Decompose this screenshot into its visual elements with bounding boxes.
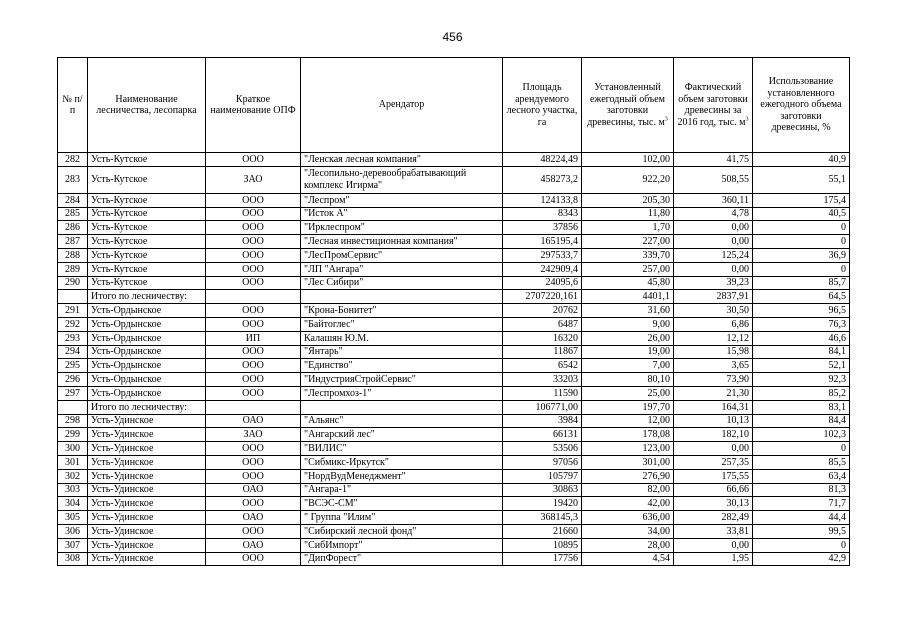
cell-num: 290 — [58, 276, 88, 290]
cell-actual: 0,00 — [674, 262, 753, 276]
cell-num: 308 — [58, 552, 88, 566]
cell-area: 20762 — [503, 304, 582, 318]
cell-actual: 2837,91 — [674, 290, 753, 304]
cell-tenant: "Ангара-1" — [301, 483, 503, 497]
cell-tenant: "ВСЭС-СМ" — [301, 497, 503, 511]
cell-tenant: "ИндустрияСтройСервис" — [301, 373, 503, 387]
cell-actual: 3,65 — [674, 359, 753, 373]
cell-opf: ООО — [206, 193, 301, 207]
cell-actual: 0,00 — [674, 538, 753, 552]
cell-established: 1,70 — [582, 221, 674, 235]
cell-opf: ООО — [206, 276, 301, 290]
table-row — [58, 317, 850, 331]
cell-opf: ООО — [206, 317, 301, 331]
cell-tenant: "Ангарский лес" — [301, 428, 503, 442]
unit-power: 3 — [664, 116, 668, 123]
cell-forestry: Усть-Ордынское — [88, 373, 206, 387]
table-header-row — [58, 58, 850, 153]
cell-forestry: Усть-Ордынское — [88, 345, 206, 359]
cell-tenant: "Леспромхоз-1" — [301, 386, 503, 400]
cell-opf — [206, 400, 301, 414]
cell-usage: 99,5 — [753, 524, 850, 538]
cell-num: 298 — [58, 414, 88, 428]
cell-opf: ООО — [206, 359, 301, 373]
cell-num: 291 — [58, 304, 88, 318]
cell-num: 283 — [58, 166, 88, 193]
cell-established: 102,00 — [582, 153, 674, 167]
cell-tenant — [301, 400, 503, 414]
cell-usage: 84,4 — [753, 414, 850, 428]
table-row — [58, 235, 850, 249]
cell-opf: ООО — [206, 455, 301, 469]
cell-actual: 30,13 — [674, 497, 753, 511]
cell-opf: ООО — [206, 524, 301, 538]
cell-num: 286 — [58, 221, 88, 235]
cell-tenant: "Альянс" — [301, 414, 503, 428]
cell-opf: ООО — [206, 442, 301, 456]
cell-num: 307 — [58, 538, 88, 552]
cell-tenant: "ВИЛИС" — [301, 442, 503, 456]
table-row — [58, 331, 850, 345]
cell-actual: 41,75 — [674, 153, 753, 167]
cell-established: 12,00 — [582, 414, 674, 428]
table-row — [58, 262, 850, 276]
header-tenant: Арендатор — [301, 58, 503, 153]
cell-established: 19,00 — [582, 345, 674, 359]
cell-tenant: " Группа "Илим" — [301, 511, 503, 525]
cell-usage: 0 — [753, 262, 850, 276]
header-actual-text: Фактический объем заготовки древесины за 2016 год, тыс. м — [677, 82, 748, 128]
table-row — [58, 497, 850, 511]
cell-num: 301 — [58, 455, 88, 469]
header-opf: Краткое наименование ОПФ — [206, 58, 301, 153]
cell-established: 636,00 — [582, 511, 674, 525]
cell-actual: 360,11 — [674, 193, 753, 207]
cell-established: 26,00 — [582, 331, 674, 345]
cell-tenant: "Лесопильно-деревообрабатывающий комплекс Игирма" — [301, 166, 503, 193]
cell-usage: 71,7 — [753, 497, 850, 511]
cell-actual: 1,95 — [674, 552, 753, 566]
subtotal-row — [58, 400, 850, 414]
cell-established: 205,30 — [582, 193, 674, 207]
header-usage: Использование установленного ежегодного объема заготовки древесины, % — [753, 58, 850, 153]
table-body — [58, 153, 850, 566]
cell-forestry: Итого по лесничеству: — [88, 400, 206, 414]
cell-num: 303 — [58, 483, 88, 497]
cell-usage: 40,5 — [753, 207, 850, 221]
cell-established: 42,00 — [582, 497, 674, 511]
cell-usage: 81,3 — [753, 483, 850, 497]
cell-area: 21660 — [503, 524, 582, 538]
cell-actual: 6,86 — [674, 317, 753, 331]
cell-num: 284 — [58, 193, 88, 207]
cell-area: 16320 — [503, 331, 582, 345]
cell-forestry: Усть-Удинское — [88, 524, 206, 538]
cell-actual: 10,13 — [674, 414, 753, 428]
cell-actual: 73,90 — [674, 373, 753, 387]
cell-forestry: Усть-Кутское — [88, 276, 206, 290]
cell-area: 53506 — [503, 442, 582, 456]
table-row — [58, 345, 850, 359]
cell-established: 31,60 — [582, 304, 674, 318]
cell-usage: 0 — [753, 442, 850, 456]
cell-opf: ООО — [206, 248, 301, 262]
cell-forestry: Усть-Удинское — [88, 552, 206, 566]
cell-opf: ООО — [206, 304, 301, 318]
header-area: Площадь арендуемого лесного участка, га — [503, 58, 582, 153]
cell-area: 97056 — [503, 455, 582, 469]
cell-num: 289 — [58, 262, 88, 276]
cell-num — [58, 290, 88, 304]
cell-tenant: "Сибирский лесной фонд" — [301, 524, 503, 538]
cell-opf: ОАО — [206, 414, 301, 428]
cell-tenant: "Ирклеспром" — [301, 221, 503, 235]
table-row — [58, 511, 850, 525]
cell-usage: 92,3 — [753, 373, 850, 387]
table-row — [58, 386, 850, 400]
cell-actual: 33,81 — [674, 524, 753, 538]
header-established-text: Установленный ежегодный объем заготовки древесины, тыс. м — [587, 82, 665, 128]
table-row — [58, 373, 850, 387]
cell-num: 299 — [58, 428, 88, 442]
cell-area: 458273,2 — [503, 166, 582, 193]
cell-tenant: "ЛесПромСервис" — [301, 248, 503, 262]
cell-established: 301,00 — [582, 455, 674, 469]
cell-forestry: Усть-Удинское — [88, 497, 206, 511]
cell-established: 11,80 — [582, 207, 674, 221]
cell-usage: 83,1 — [753, 400, 850, 414]
cell-forestry: Усть-Ордынское — [88, 386, 206, 400]
cell-area: 30863 — [503, 483, 582, 497]
cell-opf: ООО — [206, 153, 301, 167]
cell-forestry: Усть-Ордынское — [88, 317, 206, 331]
cell-area: 105797 — [503, 469, 582, 483]
cell-established: 7,00 — [582, 359, 674, 373]
cell-opf: ООО — [206, 469, 301, 483]
cell-opf: ООО — [206, 345, 301, 359]
cell-forestry: Усть-Кутское — [88, 248, 206, 262]
cell-num: 292 — [58, 317, 88, 331]
cell-actual: 39,23 — [674, 276, 753, 290]
cell-forestry: Усть-Ордынское — [88, 304, 206, 318]
cell-area: 124133,8 — [503, 193, 582, 207]
cell-actual: 0,00 — [674, 221, 753, 235]
cell-established: 276,90 — [582, 469, 674, 483]
cell-opf: ООО — [206, 497, 301, 511]
cell-forestry: Усть-Кутское — [88, 235, 206, 249]
cell-opf: ОАО — [206, 538, 301, 552]
unit-power: 3 — [745, 116, 749, 123]
cell-usage: 76,3 — [753, 317, 850, 331]
cell-established: 227,00 — [582, 235, 674, 249]
cell-area: 11590 — [503, 386, 582, 400]
table-row — [58, 248, 850, 262]
cell-forestry: Итого по лесничеству: — [88, 290, 206, 304]
cell-usage: 0 — [753, 235, 850, 249]
cell-usage: 63,4 — [753, 469, 850, 483]
cell-tenant: "Сибмикс-Иркутск" — [301, 455, 503, 469]
cell-tenant: "Ленская лесная компания" — [301, 153, 503, 167]
cell-tenant: "Крона-Бонитет" — [301, 304, 503, 318]
cell-area: 106771,00 — [503, 400, 582, 414]
cell-num: 304 — [58, 497, 88, 511]
cell-usage: 40,9 — [753, 153, 850, 167]
cell-area: 10895 — [503, 538, 582, 552]
cell-tenant: "Исток А" — [301, 207, 503, 221]
cell-area: 6542 — [503, 359, 582, 373]
cell-area: 66131 — [503, 428, 582, 442]
cell-actual: 282,49 — [674, 511, 753, 525]
cell-established: 28,00 — [582, 538, 674, 552]
cell-forestry: Усть-Удинское — [88, 483, 206, 497]
cell-area: 2707220,161 — [503, 290, 582, 304]
cell-usage: 55,1 — [753, 166, 850, 193]
header-num: № п/п — [58, 58, 88, 153]
cell-num: 305 — [58, 511, 88, 525]
cell-actual: 12,12 — [674, 331, 753, 345]
cell-forestry: Усть-Ордынское — [88, 359, 206, 373]
cell-usage: 85,7 — [753, 276, 850, 290]
cell-opf: ОАО — [206, 483, 301, 497]
cell-forestry: Усть-Ордынское — [88, 331, 206, 345]
cell-num: 295 — [58, 359, 88, 373]
cell-opf: ОАО — [206, 511, 301, 525]
cell-usage: 84,1 — [753, 345, 850, 359]
cell-area: 37856 — [503, 221, 582, 235]
page-number: 456 — [442, 30, 463, 44]
table-row — [58, 442, 850, 456]
cell-actual: 0,00 — [674, 442, 753, 456]
cell-forestry: Усть-Кутское — [88, 207, 206, 221]
forest-lease-table — [57, 57, 850, 566]
table-row — [58, 359, 850, 373]
cell-num: 302 — [58, 469, 88, 483]
cell-forestry: Усть-Удинское — [88, 511, 206, 525]
cell-actual: 21,30 — [674, 386, 753, 400]
cell-actual: 182,10 — [674, 428, 753, 442]
cell-forestry: Усть-Удинское — [88, 455, 206, 469]
cell-num: 285 — [58, 207, 88, 221]
header-established — [582, 58, 674, 153]
table-row — [58, 538, 850, 552]
header-forestry: Наименование лесничества, лесопарка — [88, 58, 206, 153]
table-row — [58, 193, 850, 207]
cell-usage: 36,9 — [753, 248, 850, 262]
cell-established: 123,00 — [582, 442, 674, 456]
cell-established: 197,70 — [582, 400, 674, 414]
cell-actual: 30,50 — [674, 304, 753, 318]
cell-forestry: Усть-Кутское — [88, 262, 206, 276]
cell-actual: 175,55 — [674, 469, 753, 483]
table-row — [58, 166, 850, 193]
cell-forestry: Усть-Удинское — [88, 442, 206, 456]
cell-opf: ЗАО — [206, 428, 301, 442]
cell-area: 17756 — [503, 552, 582, 566]
cell-usage: 64,5 — [753, 290, 850, 304]
cell-area: 24095,6 — [503, 276, 582, 290]
cell-num: 293 — [58, 331, 88, 345]
table-row — [58, 428, 850, 442]
cell-usage: 46,6 — [753, 331, 850, 345]
cell-usage: 52,1 — [753, 359, 850, 373]
cell-area: 19420 — [503, 497, 582, 511]
cell-opf: ЗАО — [206, 166, 301, 193]
cell-tenant: "НордВудМенеджмент" — [301, 469, 503, 483]
cell-area: 48224,49 — [503, 153, 582, 167]
cell-opf: ООО — [206, 373, 301, 387]
cell-tenant: "Леспром" — [301, 193, 503, 207]
table-row — [58, 483, 850, 497]
cell-actual: 15,98 — [674, 345, 753, 359]
cell-opf: ИП — [206, 331, 301, 345]
cell-area: 165195,4 — [503, 235, 582, 249]
cell-num: 287 — [58, 235, 88, 249]
cell-established: 34,00 — [582, 524, 674, 538]
subtotal-row — [58, 290, 850, 304]
table-row — [58, 153, 850, 167]
cell-tenant: "Лес Сибири" — [301, 276, 503, 290]
cell-tenant: "Единство" — [301, 359, 503, 373]
cell-forestry: Усть-Удинское — [88, 538, 206, 552]
cell-opf: ООО — [206, 235, 301, 249]
cell-opf: ООО — [206, 207, 301, 221]
cell-usage: 44,4 — [753, 511, 850, 525]
cell-usage: 175,4 — [753, 193, 850, 207]
table-row — [58, 552, 850, 566]
table-row — [58, 276, 850, 290]
cell-area: 6487 — [503, 317, 582, 331]
cell-forestry: Усть-Кутское — [88, 166, 206, 193]
cell-actual: 0,00 — [674, 235, 753, 249]
cell-area: 33203 — [503, 373, 582, 387]
cell-area: 368145,3 — [503, 511, 582, 525]
cell-num: 282 — [58, 153, 88, 167]
cell-num: 306 — [58, 524, 88, 538]
cell-opf: ООО — [206, 386, 301, 400]
cell-area: 242909,4 — [503, 262, 582, 276]
cell-area: 11867 — [503, 345, 582, 359]
cell-opf: ООО — [206, 552, 301, 566]
cell-forestry: Усть-Кутское — [88, 193, 206, 207]
table-row — [58, 304, 850, 318]
table-row — [58, 207, 850, 221]
cell-established: 82,00 — [582, 483, 674, 497]
cell-established: 9,00 — [582, 317, 674, 331]
cell-usage: 96,5 — [753, 304, 850, 318]
cell-established: 178,08 — [582, 428, 674, 442]
cell-actual: 508,55 — [674, 166, 753, 193]
cell-tenant: "СибИмпорт" — [301, 538, 503, 552]
cell-tenant: "ДипФорест" — [301, 552, 503, 566]
cell-tenant — [301, 290, 503, 304]
cell-tenant: "ЛП "Ангара" — [301, 262, 503, 276]
cell-forestry: Усть-Кутское — [88, 153, 206, 167]
cell-usage: 0 — [753, 538, 850, 552]
cell-num: 297 — [58, 386, 88, 400]
cell-actual: 4,78 — [674, 207, 753, 221]
cell-opf — [206, 290, 301, 304]
table-row — [58, 414, 850, 428]
table-row — [58, 455, 850, 469]
cell-tenant: Калашян Ю.М. — [301, 331, 503, 345]
cell-tenant: "Лесная инвестиционная компания" — [301, 235, 503, 249]
cell-established: 4,54 — [582, 552, 674, 566]
cell-usage: 0 — [753, 221, 850, 235]
cell-forestry: Усть-Кутское — [88, 221, 206, 235]
cell-usage: 42,9 — [753, 552, 850, 566]
cell-actual: 257,35 — [674, 455, 753, 469]
cell-num: 300 — [58, 442, 88, 456]
cell-usage: 85,5 — [753, 455, 850, 469]
cell-forestry: Усть-Удинское — [88, 414, 206, 428]
cell-tenant: "Янтарь" — [301, 345, 503, 359]
cell-forestry: Усть-Удинское — [88, 469, 206, 483]
cell-area: 297533,7 — [503, 248, 582, 262]
cell-area: 8343 — [503, 207, 582, 221]
cell-num — [58, 400, 88, 414]
table-row — [58, 221, 850, 235]
cell-established: 922,20 — [582, 166, 674, 193]
cell-opf: ООО — [206, 262, 301, 276]
table-row — [58, 469, 850, 483]
cell-opf: ООО — [206, 221, 301, 235]
cell-num: 296 — [58, 373, 88, 387]
cell-num: 288 — [58, 248, 88, 262]
cell-usage: 102,3 — [753, 428, 850, 442]
cell-num: 294 — [58, 345, 88, 359]
cell-established: 45,80 — [582, 276, 674, 290]
header-actual — [674, 58, 753, 153]
cell-tenant: "Байтоглес" — [301, 317, 503, 331]
cell-established: 80,10 — [582, 373, 674, 387]
cell-established: 339,70 — [582, 248, 674, 262]
cell-forestry: Усть-Удинское — [88, 428, 206, 442]
cell-established: 25,00 — [582, 386, 674, 400]
table-row — [58, 524, 850, 538]
cell-actual: 125,24 — [674, 248, 753, 262]
cell-area: 3984 — [503, 414, 582, 428]
cell-established: 4401,1 — [582, 290, 674, 304]
cell-usage: 85,2 — [753, 386, 850, 400]
cell-actual: 66,66 — [674, 483, 753, 497]
cell-actual: 164,31 — [674, 400, 753, 414]
cell-established: 257,00 — [582, 262, 674, 276]
